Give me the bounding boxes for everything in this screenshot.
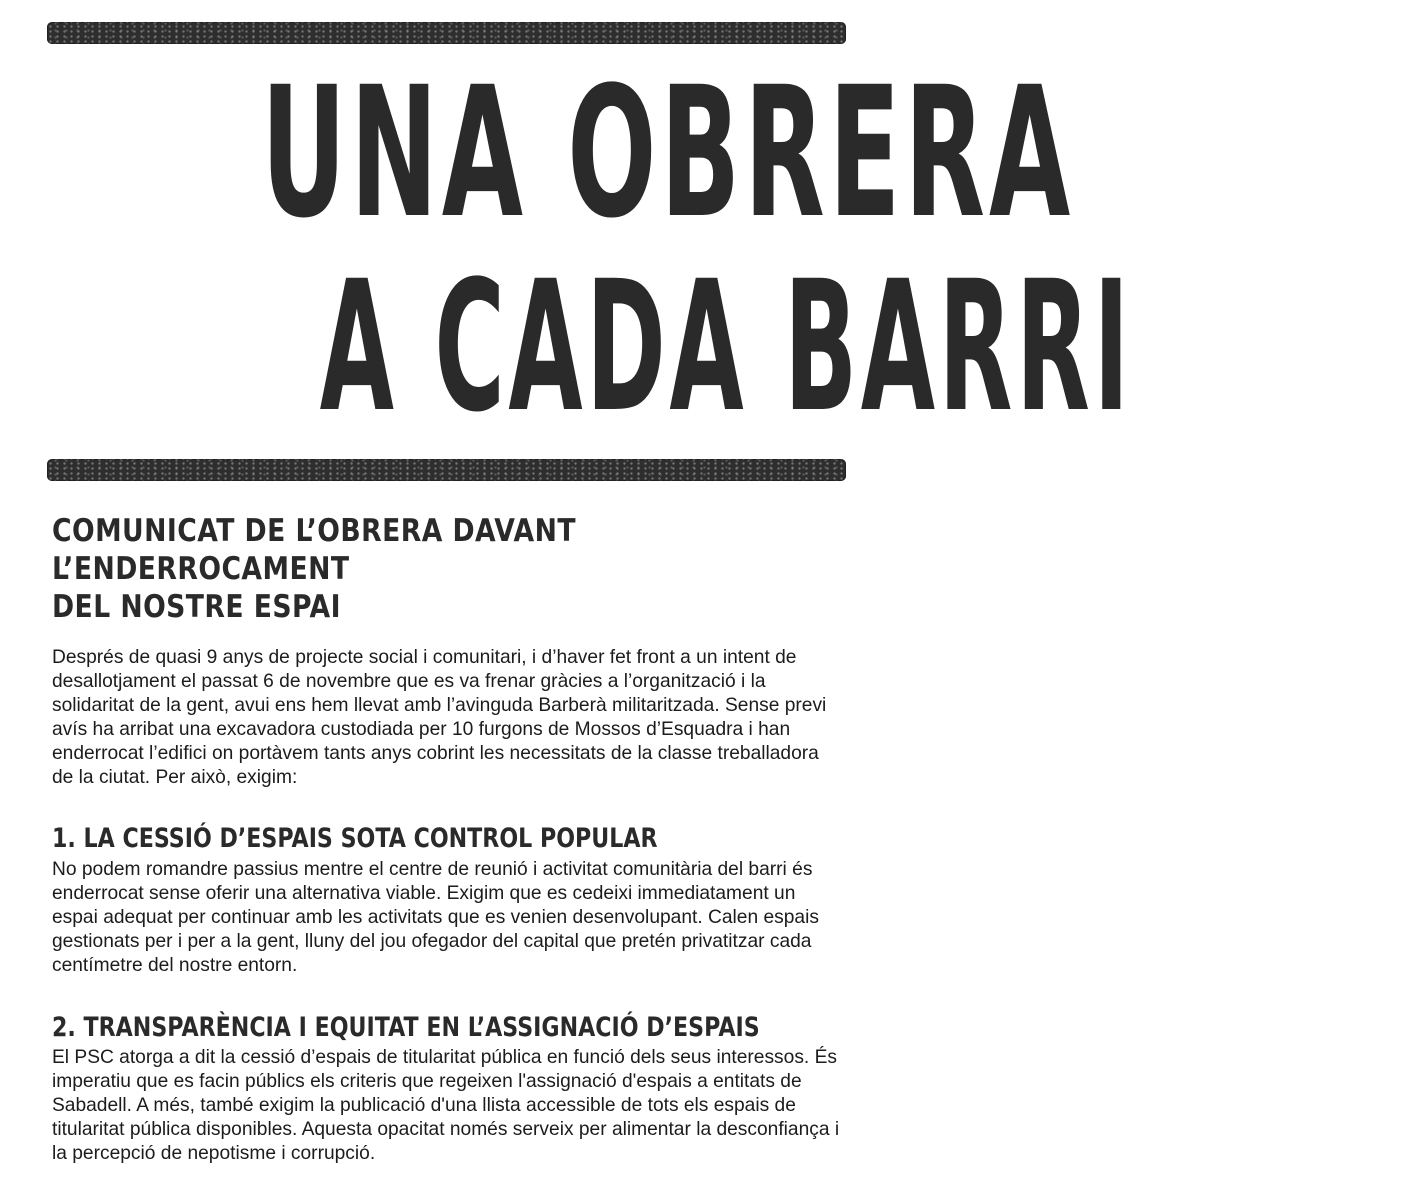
title-line-2 <box>40 243 1133 452</box>
title-line-1 <box>40 49 1075 258</box>
communique-subtitle <box>52 512 809 626</box>
section-2-body: El PSC atorga a dit la cessió d’espais de titularitat pública en funció dels seus interessos. És imperatiu que es facin públics els criteris que regeixen l'assignació d'espais a entitats de Sabadell. A més, també exigim la publicació d'una llista accessible de tots els espais de titularitat pública disponibles. Aquesta opacitat només serveix per alimentar la desconfiança i la percepció de nepotisme i corrupció. <box>52 1047 840 1164</box>
subtitle-line-1: COMUNICAT DE L’OBRERA DAVANT L’ENDERROCAMENT <box>52 513 576 587</box>
section-1-body: No podem romandre passius mentre el centre de reunió i activitat comunitària del barri és enderrocat sense oferir una alternativa viable. Exigim que es cedeixi immediatament un espai adequat per continuar amb les activitats que es venien desenvolupant. Calen espais gestionats per i per a la gent, lluny del jou ofegador del capital que pretén privatitzar cada centímetre del nostre entorn. <box>52 859 819 976</box>
section-1-heading: 1. LA CESSIÓ D’ESPAIS SOTA CONTROL POPULAR <box>52 823 658 854</box>
bottom-decorative-bar <box>47 459 846 481</box>
intro-paragraph: Després de quasi 9 anys de projecte social i comunitari, i d’haver fet front a un intent de desallotjament el passat 6 de novembre que es va frenar gràcies a l’organització i la solidaritat de la gent, avui ens hem llevat amb l’avinguda Barberà militaritzada. Sense previ avís ha arribat una excavadora custodiada per 10 furgons de Mossos d’Esquadra i han enderrocat l’edifici on portàvem tants anys cobrint les necessitats de la classe treballadora de la ciutat. Per això, exigim: <box>52 647 827 788</box>
bar-texture <box>47 22 846 44</box>
title-line-1-text: UNA OBRERA <box>261 49 1075 258</box>
section-2-heading: 2. TRANSPARÈNCIA I EQUITAT EN L’ASSIGNACIÓ D’ESPAIS <box>52 1012 760 1043</box>
top-decorative-bar <box>47 22 846 44</box>
title-line-2-text: A CADA BARRI <box>319 243 1133 452</box>
subtitle-line-2: DEL NOSTRE ESPAI <box>52 589 341 625</box>
bar-texture <box>47 459 846 481</box>
